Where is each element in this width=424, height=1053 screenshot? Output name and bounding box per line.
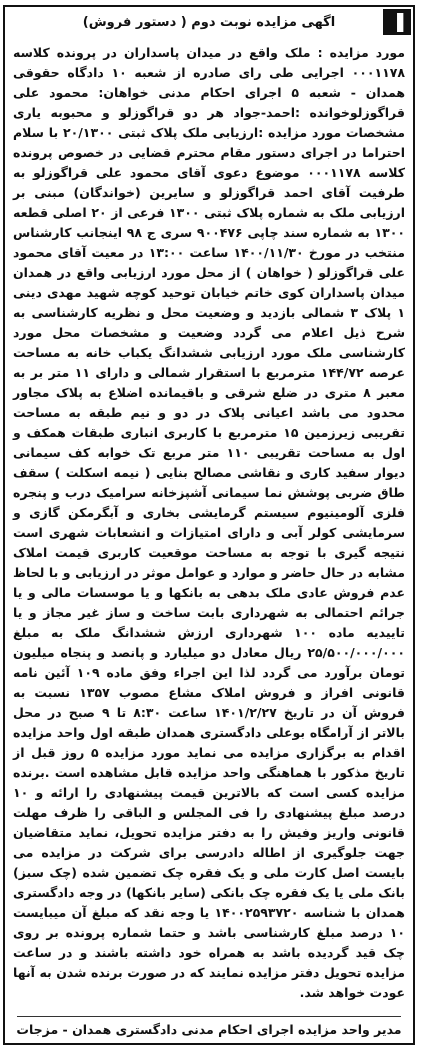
footer-divider — [17, 1016, 401, 1017]
notice-body — [13, 43, 405, 1003]
notice-frame — [3, 5, 415, 1045]
notice-footer: مدیر واحد مزایده اجرای احکام مدنی دادگستری همدان - مزجات — [16, 1022, 402, 1037]
notice-title: اگهی مزایده نوبت دوم ( دستور فروش) — [82, 15, 336, 30]
corner-logo-icon: ▐ — [383, 9, 411, 35]
notice-body-text: مورد مزایده : ملک واقع در میدان پاسداران در پرونده کلاسه ۰۰۰۱۱۷۸ اجرایی طی رای صادره از شعبه ۱۰ دادگاه حقوقی همدان - شعبه ۵ اجرای احکام مدنی خواهان: محمود علی قراگوزلوخوانده :احمد-جواد هر دو قراگوزلو و محبوبه یاری مشخصات مورد مزایده :ارزیابی ملک پلاک ثبتی ۲۰/۱۳۰۰ با سلام احتراما در اجرای دستور مقام محترم قضایی در خصوص پرونده کلاسه ۰۰۰۱۱۷۸ موضوع دعوی آقای محمود علی قراگوزلو به طرفیت آقای احمد قراگوزلو و سایرین (خواندگان) مبنی بر ارزیابی ملک به شماره پلاک ثبتی ۱۳۰۰ فرعی از ۲۰ اصلی قطعه ۱۳۰۰ به شماره سند چاپی ۹۰۰۴۷۶ سری ج ۹۸ اینجانب کارشناس منتخب در مورخ ۱۴۰۰/۱۱/۳۰ ساعت ۱۳:۰۰ در معیت آقای محمود علی قراگوزلو ( خواهان ) از محل مورد ارزیابی واقع در همدان میدان پاسداران کوی خاتم خیابان توحید کوچه شهید مهدی دینی ۱ پلاک ۳ شمالی بازدید و وضعیت محل و نظریه کارشناسی به شرح ذیل اعلام می گردد وضعیت و مشخصات محل مورد کارشناسی ملک مورد ارزیابی ششدانگ یکباب خانه به مساحت عرصه ۱۴۴/۷۲ مترمربع با استقرار شمالی و دارای ۱۱ متر بر به معبر ۸ متری در ضلع شرقی و باقیمانده اضلاع به پلاک مجاور محدود می باشد اعیانی پلاک در دو و نیم طبقه به مساحت تقریبی زیرزمین ۱۵ مترمربع با کاربری انباری طبقات همکف و اول به مساحت تقریبی ۱۱۰ متر مربع تک خوابه کف سیمانی دیوار سفید کاری و نقاشی مصالح بنایی ( نیمه اسکلت ) سقف طاق ضربی پوشش نما سیمانی آشپزخانه سرامیک درب و پنجره فلزی آلومینیوم سیستم گرمایشی بخاری و آبگرمکن گازی و سرمایشی کولر آبی و دارای امتیازات و انشعابات شهری است نتیجه گیری با توجه به مساحت موقعیت کاربری قیمت املاک مشابه در حال حاضر و موارد و عوامل موثر در ارزیابی و با لحاظ عدم فروش عادی ملک بدهی به بانکها و یا موسسات مالی و یا جرائم احتمالی به شهرداری بابت ساخت و ساز غیر مجاز و یا تاییدیه ماده ۱۰۰ شهرداری ارزش ششدانگ ملک به مبلغ ۲۵/۵۰۰/۰۰۰/۰۰۰ ریال معادل دو میلیارد و پانصد و پنجاه میلیون تومان برآورد می گردد لذا این اجراء وفق ماده ۱۰۹ آئین نامه قانونی افراز و فروش املاک مشاع مصوب ۱۳۵۷ نسبت به فروش آن در تاریخ ۱۴۰۱/۲/۲۷ ساعت ۸:۳۰ تا ۹ صبح در محل بالاتر از آرامگاه بوعلی دادگستری همدان طبقه اول واحد مزایده اقدام به برگزاری مزایده می نماید مورد مزایده ۵ روز قبل از تاریخ مذکور با هماهنگی واحد مزایده قابل مشاهده است .برنده مزایده کسی است که بالاترین قیمت پیشنهادی را ارائه و ۱۰ درصد مبلغ پیشنهادی را فی المجلس و الباقی را ظرف مهلت قانونی واریز وفیش را به دفتر مزایده تحویل، نماید متقاضیان جهت جلوگیری از اطاله دادرسی برای شرکت در مزایده می بایست اصل کارت ملی و یک فقره چک تضمین شده (چک سبز) بانک ملی یا یک فقره چک بانکی (سایر بانکها) در وجه دادگستری همدان با شناسه ۱۴۰۰۲۵۹۳۷۲۰ یا وجه نقد که مبلغ آن میبایست ۱۰ درصد مبلغ کارشناسی باشد و حتما شماره پرونده بر روی چک قید گردیده باشد به همراه خود داشته باشند و در ساعت مزایده تحویل دفتر مزایده نمایند که در صورت برنده شدن به آنها عودت خواهد شد. — [13, 45, 406, 1000]
